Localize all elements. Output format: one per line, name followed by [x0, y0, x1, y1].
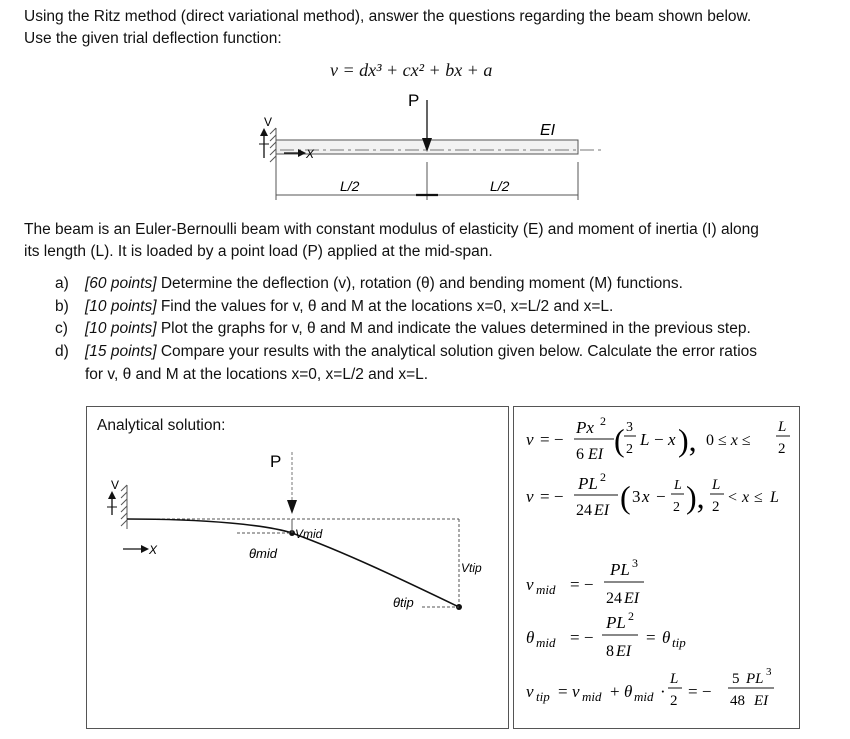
- svg-text:24: 24: [606, 590, 622, 607]
- svg-text:−: −: [656, 487, 666, 506]
- svg-text:tip: tip: [672, 635, 686, 650]
- svg-text:2: 2: [626, 442, 633, 457]
- ei-label: EI: [540, 122, 556, 139]
- svg-text:2: 2: [600, 470, 606, 484]
- x-axis-label: X: [306, 147, 315, 161]
- v-mid-label: Vmid: [295, 527, 323, 541]
- svg-text:L: L: [778, 419, 787, 435]
- v-axis-label: V: [264, 115, 273, 129]
- analytical-p-label: P: [270, 452, 282, 471]
- svg-text:= −: = −: [570, 628, 594, 647]
- analytical-title: Analytical solution:: [97, 417, 226, 434]
- question-text: Compare your results with the analytical solution given below. Calculate the error ratios: [160, 343, 758, 360]
- svg-text:v: v: [526, 575, 534, 594]
- svg-text:8: 8: [606, 643, 614, 660]
- svg-text:mid: mid: [536, 582, 556, 597]
- svg-text:= −: = −: [540, 430, 564, 449]
- question-text: Plot the graphs for v, θ and M and indicate the values determined in the previous step.: [160, 320, 751, 337]
- analytical-v-label: V: [111, 478, 120, 492]
- question-label: d): [55, 343, 69, 360]
- svg-text:Px: Px: [576, 418, 594, 437]
- svg-text:),: ),: [678, 422, 697, 458]
- svg-text:2: 2: [712, 499, 720, 515]
- svg-text:24: 24: [576, 502, 592, 519]
- fixed-support: [270, 128, 276, 163]
- analytical-x-label: X: [149, 543, 158, 557]
- svg-text:2: 2: [673, 500, 680, 515]
- svg-text:mid: mid: [582, 689, 602, 704]
- svg-text:≤: ≤: [754, 489, 763, 506]
- equations-svg: [514, 407, 799, 728]
- question-d-continuation: for v, θ and M at the locations x=0, x=L/2 and x=L.: [85, 366, 429, 383]
- svg-text:mid: mid: [634, 689, 654, 704]
- question-label: a): [55, 275, 69, 292]
- svg-text:θ: θ: [526, 628, 535, 647]
- question-a: [55, 273, 683, 295]
- svg-text:(: (: [620, 479, 631, 515]
- svg-text:5: 5: [732, 671, 740, 687]
- deflected-beam-figure: [87, 407, 508, 728]
- svg-text:PL: PL: [606, 613, 626, 632]
- svg-text:2: 2: [778, 441, 786, 457]
- analytical-figure-box: [86, 406, 509, 729]
- intro-line-1: Using the Ritz method (direct variational method), answer the questions regarding the beam shown below.: [24, 8, 752, 25]
- svg-text:3: 3: [632, 556, 638, 570]
- theta-mid-label: θmid: [249, 546, 277, 561]
- question-c: [55, 318, 751, 340]
- svg-text:EI: EI: [588, 446, 604, 463]
- svg-text:x: x: [642, 487, 650, 506]
- svg-text:v: v: [572, 682, 580, 701]
- svg-text:PL: PL: [578, 474, 598, 493]
- svg-text:= −: = −: [688, 682, 712, 701]
- equation-2: [526, 470, 779, 519]
- svg-text:2: 2: [628, 609, 634, 623]
- svg-text:·: ·: [660, 682, 666, 701]
- svg-text:3: 3: [632, 487, 641, 506]
- theta-tip-label: θtip: [393, 595, 414, 610]
- svg-text:θ: θ: [624, 682, 633, 701]
- svg-text:x: x: [668, 430, 676, 449]
- svg-text:mid: mid: [536, 635, 556, 650]
- svg-text:3: 3: [626, 420, 633, 435]
- analytical-load-arrow-icon: [287, 500, 297, 514]
- svg-text:48: 48: [730, 693, 745, 709]
- question-label: b): [55, 298, 69, 315]
- question-points: [15 points]: [85, 343, 157, 360]
- question-points: [10 points]: [85, 320, 157, 337]
- question-label: c): [55, 320, 68, 337]
- load-label: P: [408, 91, 420, 110]
- svg-text:EI: EI: [594, 502, 610, 519]
- svg-text:EI: EI: [624, 590, 640, 607]
- question-text: Determine the deflection (v), rotation (θ) and bending moment (M) functions.: [160, 275, 683, 292]
- question-d: [55, 341, 757, 363]
- svg-text:θ: θ: [662, 628, 671, 647]
- svg-text:v: v: [526, 430, 534, 449]
- intro-line-2: Use the given trial deflection function:: [24, 30, 282, 47]
- svg-text:PL: PL: [610, 560, 630, 579]
- svg-text:3: 3: [766, 666, 772, 678]
- svg-text:L: L: [670, 671, 679, 687]
- svg-text:(: (: [614, 422, 625, 458]
- description-line-1: The beam is an Euler-Bernoulli beam with constant modulus of elasticity (E) and moment of inertia (I) along: [24, 221, 759, 238]
- svg-text:−: −: [654, 430, 664, 449]
- svg-text:EI: EI: [754, 693, 769, 709]
- svg-text:= −: = −: [570, 575, 594, 594]
- svg-text:tip: tip: [536, 689, 550, 704]
- equation-1: [526, 414, 790, 463]
- svg-text:v: v: [526, 487, 534, 506]
- equations-box: [513, 406, 800, 729]
- svg-text:=: =: [558, 682, 568, 701]
- svg-text:= −: = −: [540, 487, 564, 506]
- svg-text:L: L: [640, 430, 650, 449]
- svg-text:2: 2: [670, 693, 678, 709]
- range-1-text: 0 ≤: [706, 432, 731, 449]
- svg-text:+: +: [610, 682, 620, 701]
- svg-text:L: L: [712, 477, 721, 493]
- trial-function: v = dx³ + cx² + bx + a: [330, 60, 493, 80]
- svg-text:2: 2: [600, 414, 606, 428]
- dim-left: L/2: [340, 178, 360, 194]
- svg-text:<: <: [728, 489, 738, 506]
- svg-text:PL: PL: [746, 671, 764, 687]
- equation-vmid: [526, 556, 644, 607]
- question-points: [10 points]: [85, 298, 157, 315]
- equation-1-range: 0 ≤ x ≤: [706, 432, 751, 449]
- question-b: [55, 296, 613, 318]
- question-points: [60 points]: [85, 275, 157, 292]
- v-tip-label: Vtip: [461, 561, 482, 575]
- beam-figure: [240, 88, 620, 203]
- svg-text:6: 6: [576, 446, 584, 463]
- svg-text:),: ),: [686, 479, 705, 515]
- svg-text:EI: EI: [616, 643, 632, 660]
- svg-text:=: =: [646, 628, 656, 647]
- svg-text:L: L: [674, 478, 682, 493]
- description-line-2: its length (L). It is loaded by a point load (P) applied at the mid-span.: [24, 243, 493, 260]
- equation-vtip: [526, 666, 774, 709]
- equation-theta-mid: [526, 609, 686, 660]
- svg-text:v: v: [526, 682, 534, 701]
- svg-text:x: x: [742, 489, 750, 506]
- dim-right: L/2: [490, 178, 510, 194]
- svg-text:L: L: [770, 489, 779, 506]
- question-text: Find the values for v, θ and M at the locations x=0, x=L/2 and x=L.: [160, 298, 614, 315]
